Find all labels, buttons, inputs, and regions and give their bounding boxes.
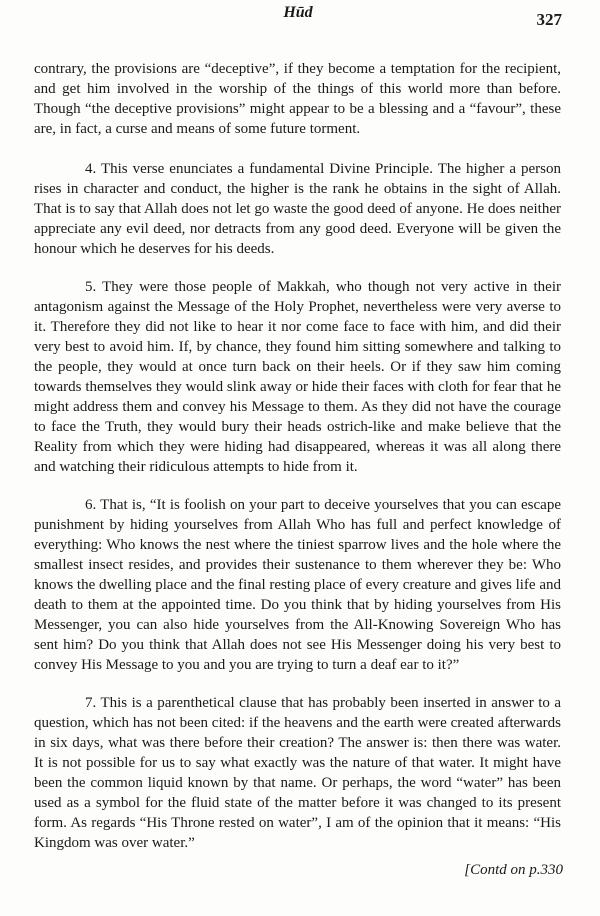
note-5: 5. They were those people of Makkah, who though not very active in their antagonism against the Message of the Holy Prophet, nevertheless were very averse to it. Therefore they did not like to hear it nor come face to face with him, and did their very best to avoid him. If, by chance, they found him sitting somewhere and talking to the people, they would at once turn back on their heels. Or if they saw him coming towards themselves they would slink away or hide their faces with cloth for fear that he might address them and convey his Message to them. As they did not have the courage to face the Truth, they would bury their heads ostrich-like and make believe that the Reality from which they were hiding had disappeared, whereas it was all along there and watching their ridiculous attempts to hide from it.	[34, 279, 561, 475]
page-header	[34, 4, 562, 32]
note-7: 7. This is a parenthetical clause that has probably been inserted in answer to a question, which has not been cited: if the heavens and the earth were created afterwards in six days, what was there before their creation? The answer is: then there was water. It is not possible for us to say what exactly was the nature of that water. It might have been the common liquid known by that name. Or perhaps, the word “water” has been used as a symbol for the fluid state of the matter before it was changed to its present form. As regards “His Throne rested on water”, I am of the opinion that it means: “His Kingdom was over water.”	[34, 695, 561, 851]
opening-paragraph: contrary, the provisions are “deceptive”, if they become a temptation for the recipient, and get him involved in the worship of the things of this world more than before. Though “the deceptive provisions” might appear to be a blessing and a “favour”, these are, in fact, a curse and means of some future torment.	[34, 61, 561, 137]
body-text	[34, 59, 561, 853]
note-4: 4. This verse enunciates a fundamental Divine Principle. The higher a person rises in character and conduct, the higher is the rank he obtains in the sight of Allah. That is to say that Allah does not let go waste the good deed of anyone. He does neither appreciate any evil deed, nor detracts from any good deed. Everyone will be given the honour which he deserves for his deeds.	[34, 161, 561, 257]
running-title: Hūd	[283, 4, 313, 21]
page-number: 327	[536, 10, 562, 29]
note-6: 6. That is, “It is foolish on your part to deceive yourselves that you can escape punishment by hiding yourselves from Allah Who has full and perfect knowledge of everything: Who knows the nest where the tiniest sparrow lives and the hole where the smallest insect resides, and provides their sustenance to them wherever they be: Who knows the dwelling place and the final resting place of every creature and gives life and death to them at the appointed time. Do you think that by hiding yourselves from His Messenger, you can also hide yourselves from the All-Knowing Sovereign Who has sent him? Do you think that Allah does not see His Messenger doing his very best to convey His Message to you and you are trying to turn a deaf ear to it?”	[34, 497, 561, 673]
continuation-note: [Contd on p.330	[464, 862, 563, 878]
